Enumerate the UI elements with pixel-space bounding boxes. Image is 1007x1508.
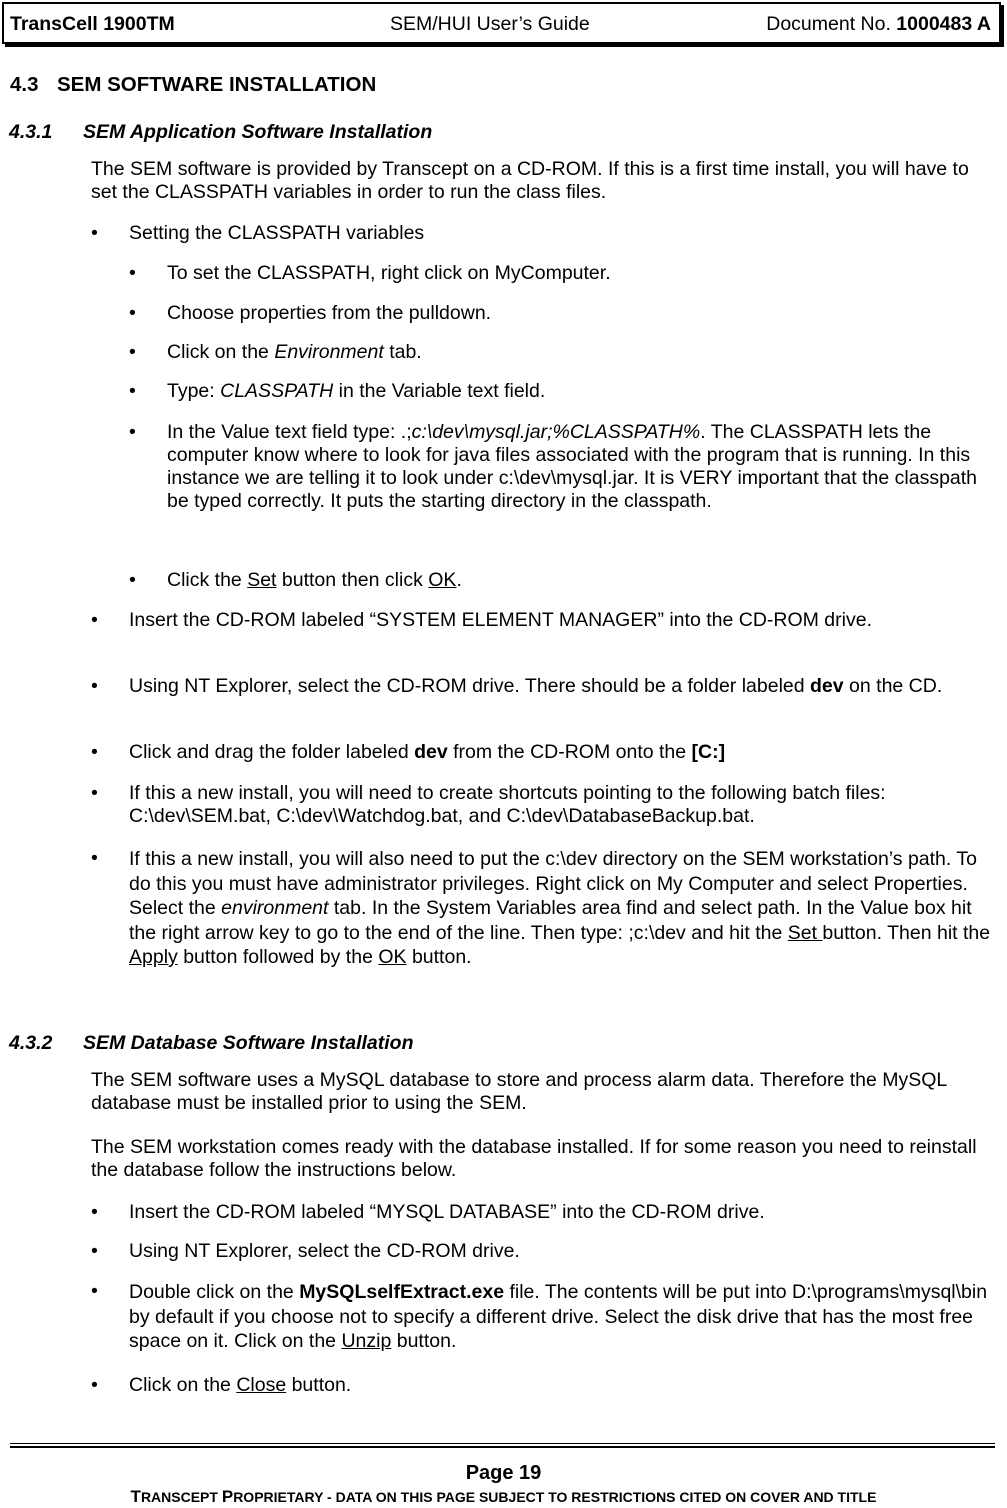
subsection-heading-application bbox=[9, 121, 432, 144]
sub-bullet-value-field bbox=[129, 421, 999, 513]
footer-divider bbox=[10, 1443, 995, 1444]
header-product: TransCell 1900TM bbox=[10, 13, 175, 35]
bullet-text: Insert the CD-ROM labeled “MYSQL DATABASE” into the CD-ROM drive. bbox=[129, 1201, 765, 1223]
subsection-heading-database bbox=[9, 1032, 414, 1055]
bullet-text: Double click on the MySQLselfExtract.exe file. The contents will be put into D:\programs\mysql\bin by default if you choose not to specify a different drive. Select the disk drive that has the most free space on it. Click on the Unzip button. bbox=[129, 1281, 988, 1352]
bullet-marker: • bbox=[91, 675, 98, 697]
sub-bullet-environment-tab bbox=[129, 341, 999, 364]
section-number: 4.3 bbox=[10, 73, 39, 96]
bullet-text: Click and drag the folder labeled dev from the CD-ROM onto the [C:] bbox=[129, 741, 726, 763]
bullet-text: If this a new install, you will also need to put the c:\dev directory on the SEM workstation’s path. To do this you must have administrator privileges. Right click on My Computer and select Properties. Select the environment tab. In the System Variables area find and select path. In the Value box hit the right arrow key to go to the end of the line. Then type: ;c:\dev and hit the Set button. Then hit the Apply button followed by the OK button. bbox=[129, 848, 991, 968]
set-button-ref: Set bbox=[787, 921, 823, 944]
database-paragraph-1: The SEM software uses a MySQL database to store and process alarm data. Therefore the MySQL database must be installed prior to using the SEM. bbox=[91, 1069, 947, 1114]
section-title: SEM SOFTWARE INSTALLATION bbox=[57, 73, 377, 96]
ok-button-ref: OK bbox=[428, 569, 457, 591]
bullet-self-extract bbox=[91, 1280, 996, 1354]
set-button-ref: Set bbox=[247, 569, 277, 591]
bullet-marker: • bbox=[129, 262, 136, 284]
bullet-text: Type: CLASSPATH in the Variable text field. bbox=[167, 380, 546, 402]
bullet-text: Setting the CLASSPATH variables bbox=[129, 222, 425, 244]
page-header bbox=[2, 2, 1001, 44]
apply-button-ref: Apply bbox=[129, 946, 178, 968]
close-button-ref: Close bbox=[236, 1374, 287, 1396]
bullet-marker: • bbox=[91, 1280, 98, 1302]
sub-bullet-type-classpath bbox=[129, 380, 999, 403]
bullet-marker: • bbox=[129, 341, 136, 363]
bullet-text: If this a new install, you will need to create shortcuts pointing to the following batch files: C:\dev\SEM.bat, C:\dev\Watchdog.bat, and C:\dev\DatabaseBackup.bat. bbox=[129, 782, 886, 827]
header-document-number: Document No. 1000483 A bbox=[766, 13, 991, 35]
bullet-classpath bbox=[91, 222, 996, 245]
bullet-text: Click the Set button then click OK. bbox=[167, 569, 462, 591]
bullet-marker: • bbox=[91, 1374, 98, 1396]
footer-divider bbox=[10, 1446, 995, 1448]
bullet-marker: • bbox=[91, 741, 98, 763]
ok-button-ref: OK bbox=[378, 946, 407, 968]
bullet-text: In the Value text field type: .;c:\dev\mysql.jar;%CLASSPATH%. The CLASSPATH lets the computer know where to look for java files associated with the program that is running. In this instance we are telling it to look under c:\dev\mysql.jar. It is VERY important that the classpath be typed correctly. It puts the starting directory in the classpath. bbox=[167, 421, 978, 512]
bullet-marker: • bbox=[129, 302, 136, 324]
bullet-text: Choose properties from the pulldown. bbox=[167, 302, 492, 324]
bullet-drag-folder bbox=[91, 741, 996, 764]
bullet-text: Click on the Close button. bbox=[129, 1374, 352, 1396]
bullet-text: Insert the CD-ROM labeled “SYSTEM ELEMENT MANAGER” into the CD-ROM drive. bbox=[129, 609, 872, 631]
bullet-marker: • bbox=[129, 569, 136, 591]
subsection-number: 4.3.2 bbox=[9, 1032, 53, 1054]
bullet-text: Using NT Explorer, select the CD-ROM drive. There should be a folder labeled dev on the CD. bbox=[129, 675, 943, 697]
subsection-title: SEM Application Software Installation bbox=[83, 121, 433, 143]
proprietary-notice: TRANSCEPT PROPRIETARY - DATA ON THIS PAGE SUBJECT TO RESTRICTIONS CITED ON COVER AND TITLE bbox=[130, 1487, 877, 1506]
sub-bullet-properties bbox=[129, 302, 999, 325]
page-number: Page 19 bbox=[465, 1462, 542, 1484]
sub-bullet-right-click bbox=[129, 262, 999, 285]
bullet-marker: • bbox=[129, 380, 136, 402]
bullet-marker: • bbox=[91, 1201, 98, 1223]
database-paragraph-2: The SEM workstation comes ready with the database installed. If for some reason you need to reinstall the database follow the instructions below. bbox=[91, 1136, 977, 1181]
bullet-close bbox=[91, 1374, 996, 1397]
bullet-insert-cd bbox=[91, 609, 996, 632]
bullet-marker: • bbox=[91, 782, 98, 804]
header-guide-title: SEM/HUI User’s Guide bbox=[390, 13, 590, 35]
bullet-insert-mysql-cd bbox=[91, 1201, 996, 1224]
bullet-marker: • bbox=[91, 609, 98, 631]
bullet-nt-explorer bbox=[91, 675, 996, 698]
bullet-marker: • bbox=[91, 1240, 98, 1262]
bullet-text: To set the CLASSPATH, right click on MyComputer. bbox=[167, 262, 611, 284]
bullet-shortcuts bbox=[91, 782, 996, 828]
bullet-select-drive bbox=[91, 1240, 996, 1263]
bullet-path-setup bbox=[91, 847, 996, 970]
sub-bullet-set-ok bbox=[129, 569, 999, 592]
intro-paragraph: The SEM software is provided by Transcept on a CD-ROM. If this is a first time install, you will have to set the CLASSPATH variables in order to run the class files. bbox=[91, 158, 969, 203]
subsection-title: SEM Database Software Installation bbox=[83, 1032, 414, 1054]
section-heading bbox=[10, 73, 376, 97]
bullet-text: Click on the Environment tab. bbox=[167, 341, 422, 363]
unzip-button-ref: Unzip bbox=[341, 1330, 392, 1352]
subsection-number: 4.3.1 bbox=[9, 121, 53, 143]
bullet-text: Using NT Explorer, select the CD-ROM drive. bbox=[129, 1240, 520, 1262]
bullet-marker: • bbox=[91, 222, 98, 244]
bullet-marker: • bbox=[129, 421, 136, 443]
bullet-marker: • bbox=[91, 847, 98, 869]
